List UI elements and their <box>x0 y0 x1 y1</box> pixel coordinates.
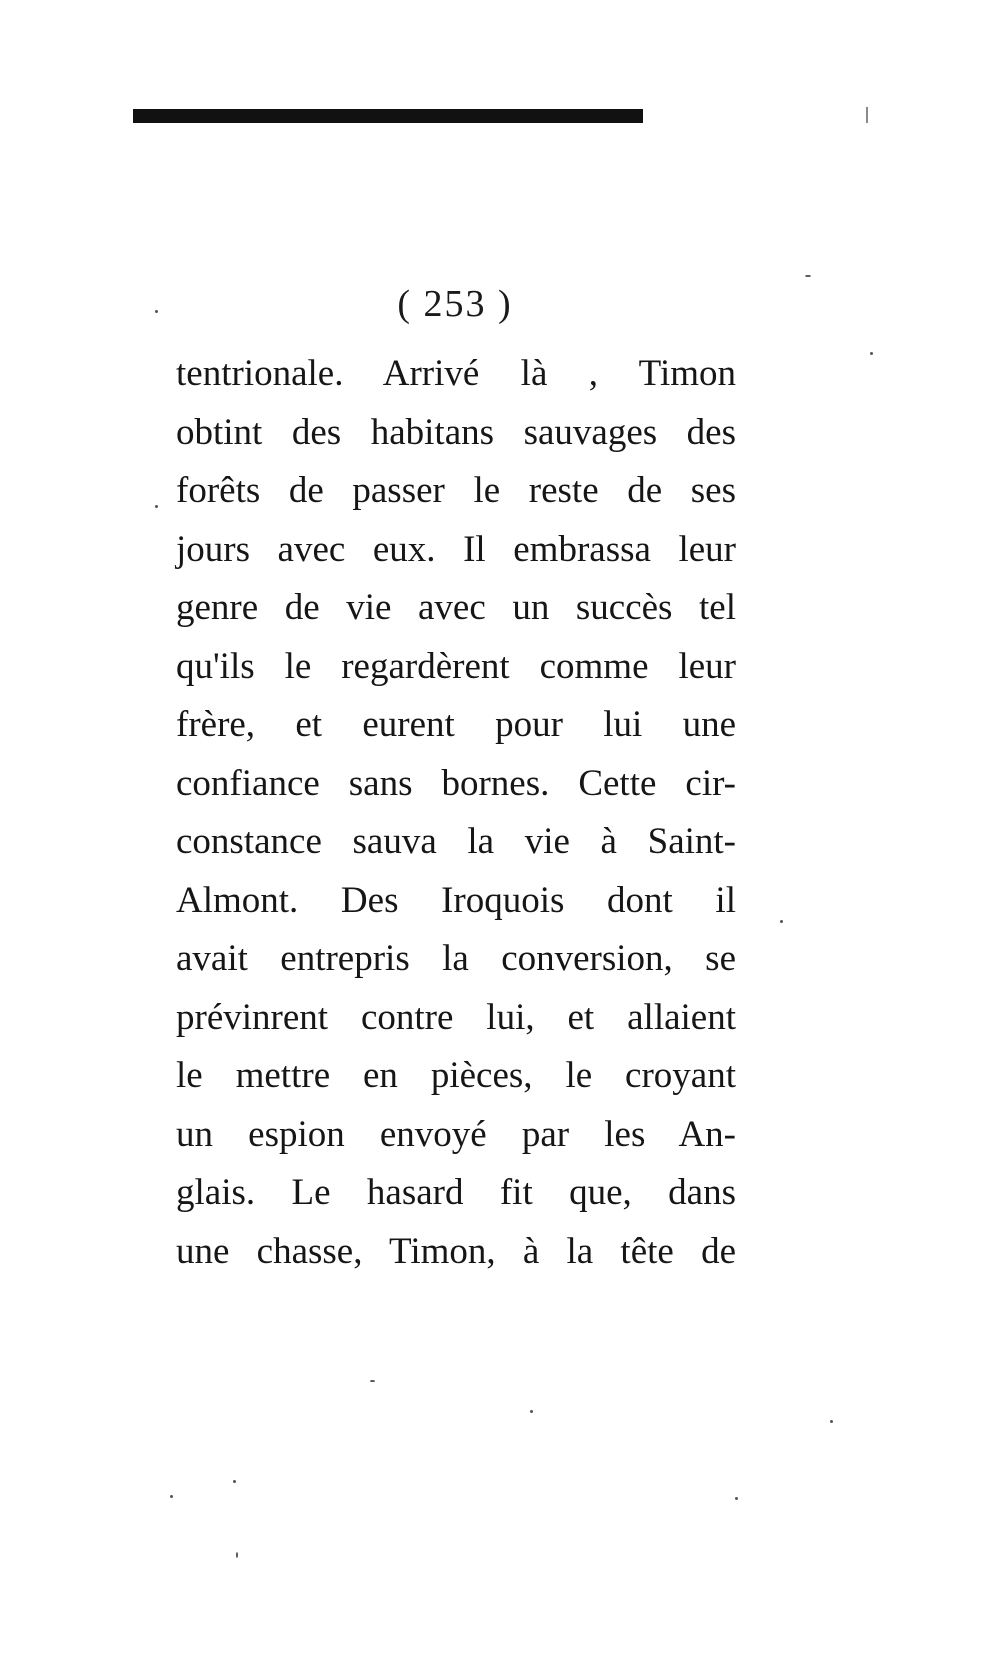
print-speck <box>370 1380 375 1382</box>
print-speck <box>155 310 158 313</box>
text-line: forêts de passer le reste de ses <box>176 470 736 511</box>
text-line: tentrionale. Arrivé là , Timon <box>176 353 736 394</box>
text-line: prévinrent contre lui, et allaient <box>176 996 736 1038</box>
text-line: qu'ils le regardèrent comme leur <box>176 645 736 687</box>
text-line: jours avec eux. Il embrassa leur <box>176 528 736 570</box>
text-line: genre de vie avec un succès tel <box>176 587 736 628</box>
print-speck <box>155 505 158 508</box>
print-speck <box>735 1497 738 1500</box>
text-line: confiance sans bornes. Cette cir- <box>176 762 736 804</box>
edge-mark <box>866 107 868 123</box>
text-line: avait entrepris la conversion, se <box>176 938 736 979</box>
text-line: Almont. Des Iroquois dont il <box>176 879 736 921</box>
print-speck <box>530 1410 533 1413</box>
text-line: obtint des habitans sauvages des <box>176 411 736 453</box>
text-line: glais. Le hasard fit que, dans <box>176 1172 736 1213</box>
print-speck <box>233 1480 236 1483</box>
text-line: constance sauva la vie à Saint- <box>176 821 736 862</box>
text-line: le mettre en pièces, le croyant <box>176 1055 736 1096</box>
print-speck <box>780 920 783 923</box>
text-line: un espion envoyé par les An- <box>176 1113 736 1155</box>
top-rule <box>133 109 643 123</box>
text-line: une chasse, Timon, à la tête de <box>176 1230 736 1272</box>
print-speck <box>870 352 873 355</box>
print-speck <box>830 1420 833 1423</box>
print-speck <box>170 1495 173 1498</box>
page-number: ( 253 ) <box>397 283 513 325</box>
print-speck <box>805 275 811 277</box>
text-line: frère, et eurent pour lui une <box>176 704 736 745</box>
print-speck <box>236 1552 238 1558</box>
body-text <box>176 345 736 1281</box>
